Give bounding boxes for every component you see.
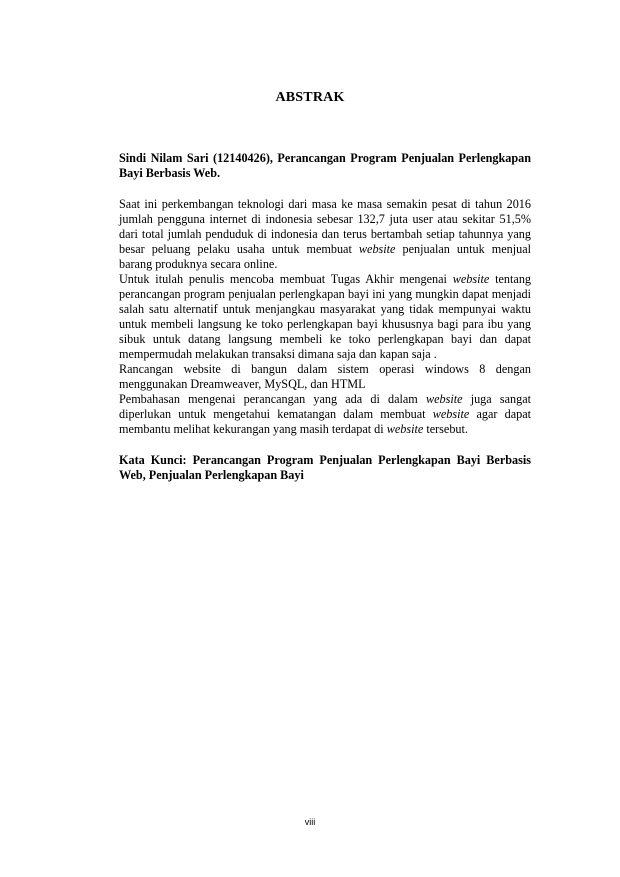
- abstract-paragraph-3: Rancangan website di bangun dalam sistem operasi windows 8 dengan menggunakan Dreamweaver, MySQL, dan HTML: [119, 362, 531, 391]
- page-title: ABSTRAK: [275, 90, 345, 105]
- abstract-paragraph-1: Saat ini perkembangan teknologi dari masa ke masa semakin pesat di tahun 2016 jumlah pengguna internet di indonesia sebesar 132,7 juta user atau sekitar 51,5% dari total jumlah penduduk di indonesia dan terus bertambah setiap tahunnya yang besar peluang pelaku usaha untuk membuat website penjualan untuk menjual barang produknya secara online.: [119, 197, 531, 271]
- keywords-line: Kata Kunci: Perancangan Program Penjualan Perlengkapan Bayi Berbasis Web, Penjualan Perlengkapan Bayi: [119, 453, 531, 482]
- page-number: viii: [304, 817, 316, 827]
- website-term: website: [358, 242, 396, 256]
- website-term: website: [452, 272, 490, 286]
- abstract-body: [119, 151, 531, 483]
- website-term: website: [386, 422, 424, 436]
- abstract-paragraph-2: Untuk itulah penulis mencoba membuat Tugas Akhir mengenai website tentang perancangan program penjualan perlengkapan bayi ini yang mungkin dapat menjadi salah satu alternatif untuk menjangkau masyarakat yang tidak mempunyai waktu untuk membeli langsung ke toko perlengkapan bayi khususnya bagi para ibu yang sibuk untuk datang langsung membeli ke toko perlengkapan bayi dan dapat mempermudah melakukan transaksi dimana saja dan kapan saja .: [119, 272, 532, 361]
- author-line: Sindi Nilam Sari (12140426), Perancangan Program Penjualan Perlengkapan Bayi Berbasis Web.: [119, 151, 531, 180]
- abstract-paragraph-4: Pembahasan mengenai perancangan yang ada di dalam website juga sangat diperlukan untuk mengetahui kematangan dalam membuat website agar dapat membantu melihat kekurangan yang masih terdapat di website tersebut.: [119, 392, 532, 436]
- website-term: website: [432, 407, 470, 421]
- website-term: website: [425, 392, 463, 406]
